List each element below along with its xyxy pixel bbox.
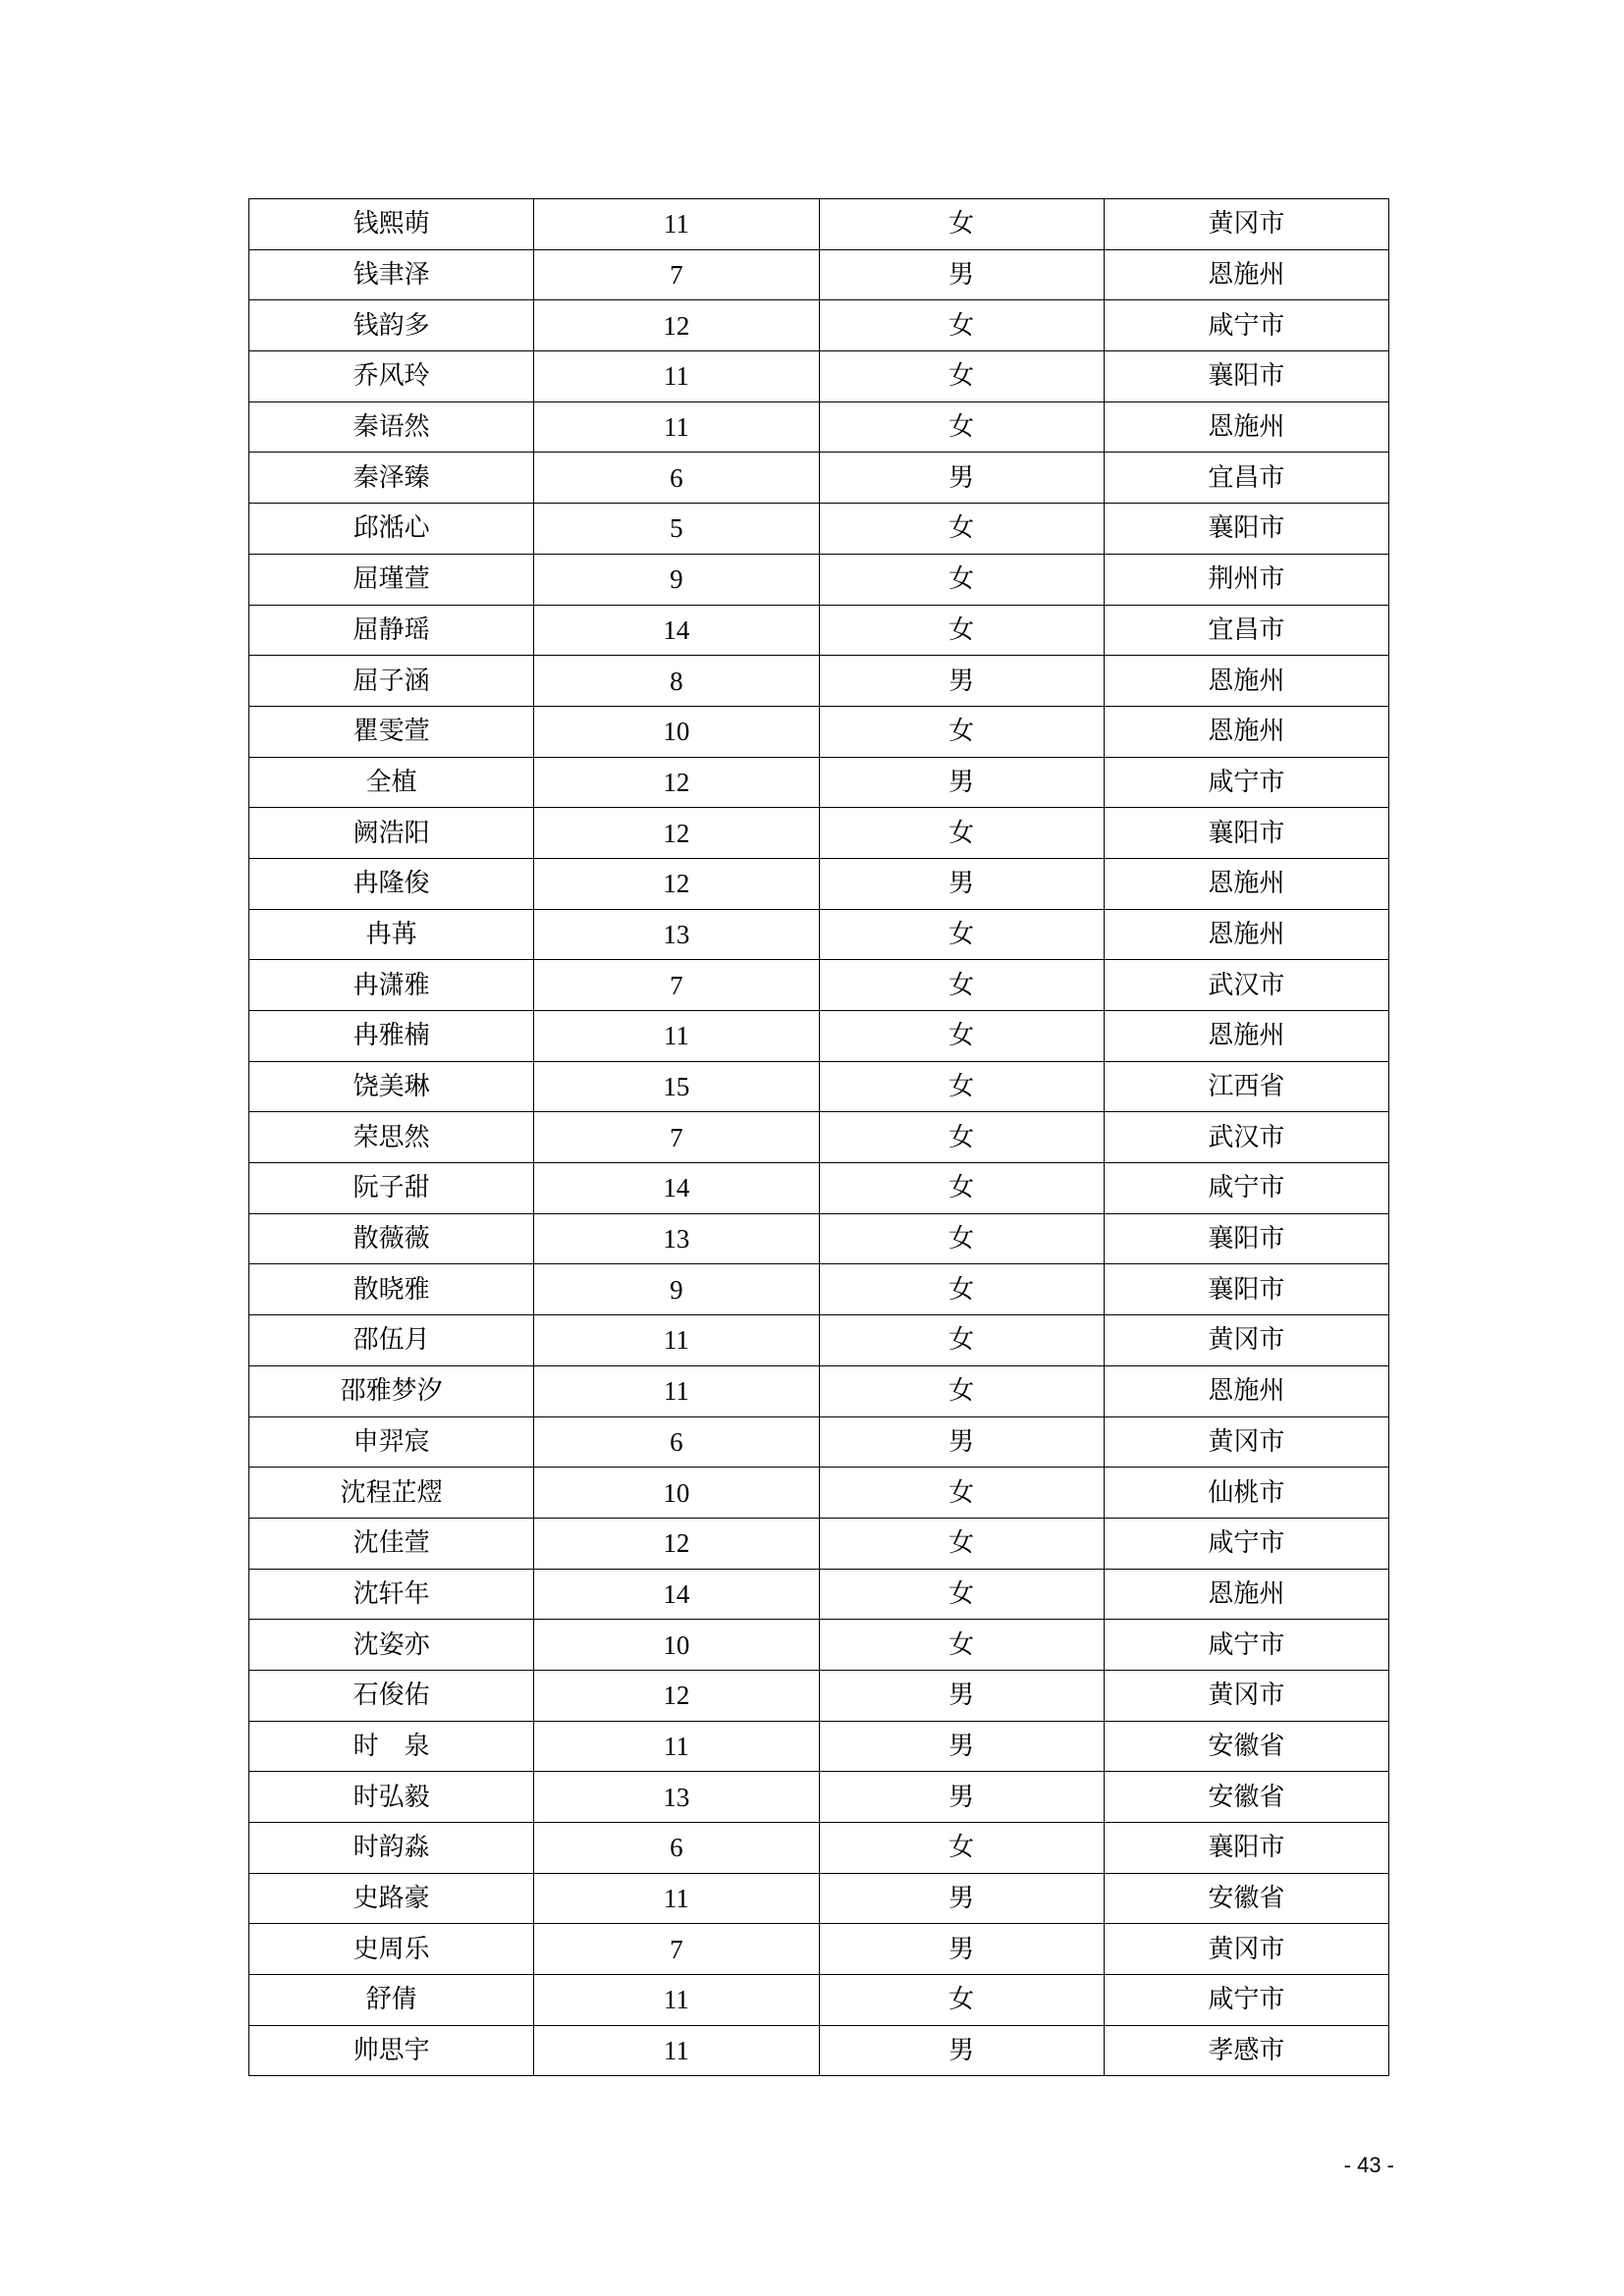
table-row	[249, 401, 1389, 453]
name-cell: 帅思宇	[249, 2025, 534, 2076]
name-cell: 冉隆俊	[249, 858, 534, 909]
name-cell: 乔风玲	[249, 351, 534, 402]
region-cell: 咸宁市	[1104, 1518, 1388, 1569]
region-cell: 恩施州	[1104, 1569, 1388, 1620]
age-cell: 11	[534, 1315, 819, 1366]
age-cell: 14	[534, 1163, 819, 1214]
age-cell: 11	[534, 1873, 819, 1924]
region-cell: 襄阳市	[1104, 1213, 1388, 1264]
region-cell: 咸宁市	[1104, 1975, 1388, 2026]
region-cell: 黄冈市	[1104, 1416, 1388, 1468]
name-cell: 屈静瑶	[249, 605, 534, 656]
gender-cell: 女	[819, 351, 1104, 402]
age-cell: 13	[534, 909, 819, 960]
table-row	[249, 1975, 1389, 2026]
region-cell: 恩施州	[1104, 909, 1388, 960]
table-row	[249, 808, 1389, 859]
age-cell: 7	[534, 1924, 819, 1975]
gender-cell: 女	[819, 1213, 1104, 1264]
gender-cell: 男	[819, 1416, 1104, 1468]
name-cell: 沈佳萱	[249, 1518, 534, 1569]
table-row	[249, 453, 1389, 504]
table-row	[249, 757, 1389, 808]
region-cell: 黄冈市	[1104, 199, 1388, 250]
region-cell: 恩施州	[1104, 1365, 1388, 1416]
region-cell: 孝感市	[1104, 2025, 1388, 2076]
region-cell: 恩施州	[1104, 656, 1388, 707]
age-cell: 11	[534, 401, 819, 453]
gender-cell: 男	[819, 1670, 1104, 1721]
table-row	[249, 1569, 1389, 1620]
gender-cell: 女	[819, 1061, 1104, 1112]
name-cell: 秦语然	[249, 401, 534, 453]
gender-cell: 女	[819, 504, 1104, 555]
gender-cell: 女	[819, 1011, 1104, 1062]
name-cell: 邱湉心	[249, 504, 534, 555]
gender-cell: 男	[819, 1721, 1104, 1772]
name-cell: 邵伍月	[249, 1315, 534, 1366]
age-cell: 6	[534, 1416, 819, 1468]
name-cell: 冉雅楠	[249, 1011, 534, 1062]
gender-cell: 女	[819, 1315, 1104, 1366]
roster-table-body	[249, 199, 1389, 2076]
age-cell: 11	[534, 351, 819, 402]
region-cell: 仙桃市	[1104, 1468, 1388, 1519]
table-row	[249, 1011, 1389, 1062]
age-cell: 6	[534, 453, 819, 504]
age-cell: 12	[534, 808, 819, 859]
name-cell: 冉苒	[249, 909, 534, 960]
region-cell: 宜昌市	[1104, 605, 1388, 656]
table-row	[249, 1772, 1389, 1823]
name-cell: 史路豪	[249, 1873, 534, 1924]
name-cell: 钱熙萌	[249, 199, 534, 250]
table-row	[249, 960, 1389, 1011]
table-row	[249, 1620, 1389, 1671]
gender-cell: 男	[819, 1772, 1104, 1823]
age-cell: 9	[534, 554, 819, 605]
name-cell: 荣思然	[249, 1112, 534, 1163]
table-row	[249, 351, 1389, 402]
table-row	[249, 909, 1389, 960]
age-cell: 7	[534, 960, 819, 1011]
region-cell: 咸宁市	[1104, 757, 1388, 808]
gender-cell: 女	[819, 300, 1104, 351]
region-cell: 黄冈市	[1104, 1315, 1388, 1366]
name-cell: 瞿雯萱	[249, 706, 534, 757]
table-row	[249, 1213, 1389, 1264]
table-row	[249, 605, 1389, 656]
region-cell: 安徽省	[1104, 1772, 1388, 1823]
gender-cell: 女	[819, 1620, 1104, 1671]
name-cell: 散晓雅	[249, 1264, 534, 1315]
name-cell: 沈姿亦	[249, 1620, 534, 1671]
name-cell: 屈瑾萱	[249, 554, 534, 605]
gender-cell: 男	[819, 1924, 1104, 1975]
age-cell: 8	[534, 656, 819, 707]
name-cell: 冉潇雅	[249, 960, 534, 1011]
region-cell: 江西省	[1104, 1061, 1388, 1112]
gender-cell: 女	[819, 1264, 1104, 1315]
name-cell: 阙浩阳	[249, 808, 534, 859]
age-cell: 12	[534, 757, 819, 808]
gender-cell: 女	[819, 1112, 1104, 1163]
table-row	[249, 1163, 1389, 1214]
region-cell: 咸宁市	[1104, 1163, 1388, 1214]
gender-cell: 女	[819, 554, 1104, 605]
table-row	[249, 1315, 1389, 1366]
age-cell: 10	[534, 706, 819, 757]
region-cell: 襄阳市	[1104, 351, 1388, 402]
roster-table	[248, 198, 1389, 2076]
gender-cell: 男	[819, 453, 1104, 504]
gender-cell: 女	[819, 1365, 1104, 1416]
name-cell: 时 泉	[249, 1721, 534, 1772]
region-cell: 安徽省	[1104, 1721, 1388, 1772]
name-cell: 时弘毅	[249, 1772, 534, 1823]
table-row	[249, 656, 1389, 707]
table-row	[249, 300, 1389, 351]
table-row	[249, 1264, 1389, 1315]
gender-cell: 男	[819, 2025, 1104, 2076]
table-row	[249, 554, 1389, 605]
gender-cell: 女	[819, 960, 1104, 1011]
name-cell: 散薇薇	[249, 1213, 534, 1264]
table-row	[249, 1924, 1389, 1975]
name-cell: 沈程芷熤	[249, 1468, 534, 1519]
name-cell: 屈子涵	[249, 656, 534, 707]
name-cell: 全植	[249, 757, 534, 808]
age-cell: 9	[534, 1264, 819, 1315]
gender-cell: 女	[819, 1518, 1104, 1569]
name-cell: 沈轩年	[249, 1569, 534, 1620]
region-cell: 恩施州	[1104, 401, 1388, 453]
table-row	[249, 1468, 1389, 1519]
age-cell: 14	[534, 605, 819, 656]
age-cell: 7	[534, 1112, 819, 1163]
age-cell: 12	[534, 1518, 819, 1569]
age-cell: 13	[534, 1213, 819, 1264]
table-row	[249, 1873, 1389, 1924]
gender-cell: 女	[819, 199, 1104, 250]
age-cell: 10	[534, 1620, 819, 1671]
region-cell: 武汉市	[1104, 960, 1388, 1011]
table-row	[249, 1518, 1389, 1569]
gender-cell: 男	[819, 757, 1104, 808]
region-cell: 襄阳市	[1104, 808, 1388, 859]
table-row	[249, 706, 1389, 757]
name-cell: 邵雅梦汐	[249, 1365, 534, 1416]
region-cell: 恩施州	[1104, 1011, 1388, 1062]
gender-cell: 女	[819, 1823, 1104, 1874]
age-cell: 12	[534, 300, 819, 351]
name-cell: 石俊佑	[249, 1670, 534, 1721]
table-row	[249, 1365, 1389, 1416]
region-cell: 黄冈市	[1104, 1670, 1388, 1721]
age-cell: 10	[534, 1468, 819, 1519]
age-cell: 13	[534, 1772, 819, 1823]
gender-cell: 男	[819, 1873, 1104, 1924]
name-cell: 饶美琳	[249, 1061, 534, 1112]
name-cell: 时韵淼	[249, 1823, 534, 1874]
age-cell: 11	[534, 199, 819, 250]
table-row	[249, 1416, 1389, 1468]
region-cell: 襄阳市	[1104, 504, 1388, 555]
age-cell: 12	[534, 858, 819, 909]
gender-cell: 男	[819, 858, 1104, 909]
age-cell: 11	[534, 1721, 819, 1772]
age-cell: 11	[534, 1365, 819, 1416]
gender-cell: 男	[819, 249, 1104, 300]
table-row	[249, 1721, 1389, 1772]
age-cell: 12	[534, 1670, 819, 1721]
age-cell: 11	[534, 2025, 819, 2076]
gender-cell: 女	[819, 909, 1104, 960]
age-cell: 15	[534, 1061, 819, 1112]
table-row	[249, 1670, 1389, 1721]
age-cell: 5	[534, 504, 819, 555]
page-number: - 43 -	[1343, 2153, 1394, 2177]
table-row	[249, 1112, 1389, 1163]
table-row	[249, 249, 1389, 300]
gender-cell: 女	[819, 706, 1104, 757]
region-cell: 武汉市	[1104, 1112, 1388, 1163]
table-row	[249, 199, 1389, 250]
region-cell: 襄阳市	[1104, 1264, 1388, 1315]
name-cell: 阮子甜	[249, 1163, 534, 1214]
region-cell: 宜昌市	[1104, 453, 1388, 504]
age-cell: 6	[534, 1823, 819, 1874]
table-row	[249, 504, 1389, 555]
gender-cell: 女	[819, 401, 1104, 453]
region-cell: 荆州市	[1104, 554, 1388, 605]
age-cell: 11	[534, 1975, 819, 2026]
region-cell: 恩施州	[1104, 706, 1388, 757]
region-cell: 黄冈市	[1104, 1924, 1388, 1975]
name-cell: 钱聿泽	[249, 249, 534, 300]
region-cell: 咸宁市	[1104, 1620, 1388, 1671]
table-row	[249, 858, 1389, 909]
region-cell: 恩施州	[1104, 249, 1388, 300]
region-cell: 咸宁市	[1104, 300, 1388, 351]
table-row	[249, 1061, 1389, 1112]
name-cell: 秦泽臻	[249, 453, 534, 504]
gender-cell: 女	[819, 1975, 1104, 2026]
gender-cell: 女	[819, 1569, 1104, 1620]
age-cell: 14	[534, 1569, 819, 1620]
name-cell: 舒倩	[249, 1975, 534, 2026]
table-row	[249, 2025, 1389, 2076]
region-cell: 襄阳市	[1104, 1823, 1388, 1874]
gender-cell: 男	[819, 656, 1104, 707]
gender-cell: 女	[819, 605, 1104, 656]
gender-cell: 女	[819, 808, 1104, 859]
age-cell: 7	[534, 249, 819, 300]
region-cell: 安徽省	[1104, 1873, 1388, 1924]
name-cell: 钱韵多	[249, 300, 534, 351]
age-cell: 11	[534, 1011, 819, 1062]
gender-cell: 女	[819, 1163, 1104, 1214]
gender-cell: 女	[819, 1468, 1104, 1519]
region-cell: 恩施州	[1104, 858, 1388, 909]
name-cell: 申羿宸	[249, 1416, 534, 1468]
table-row	[249, 1823, 1389, 1874]
name-cell: 史周乐	[249, 1924, 534, 1975]
